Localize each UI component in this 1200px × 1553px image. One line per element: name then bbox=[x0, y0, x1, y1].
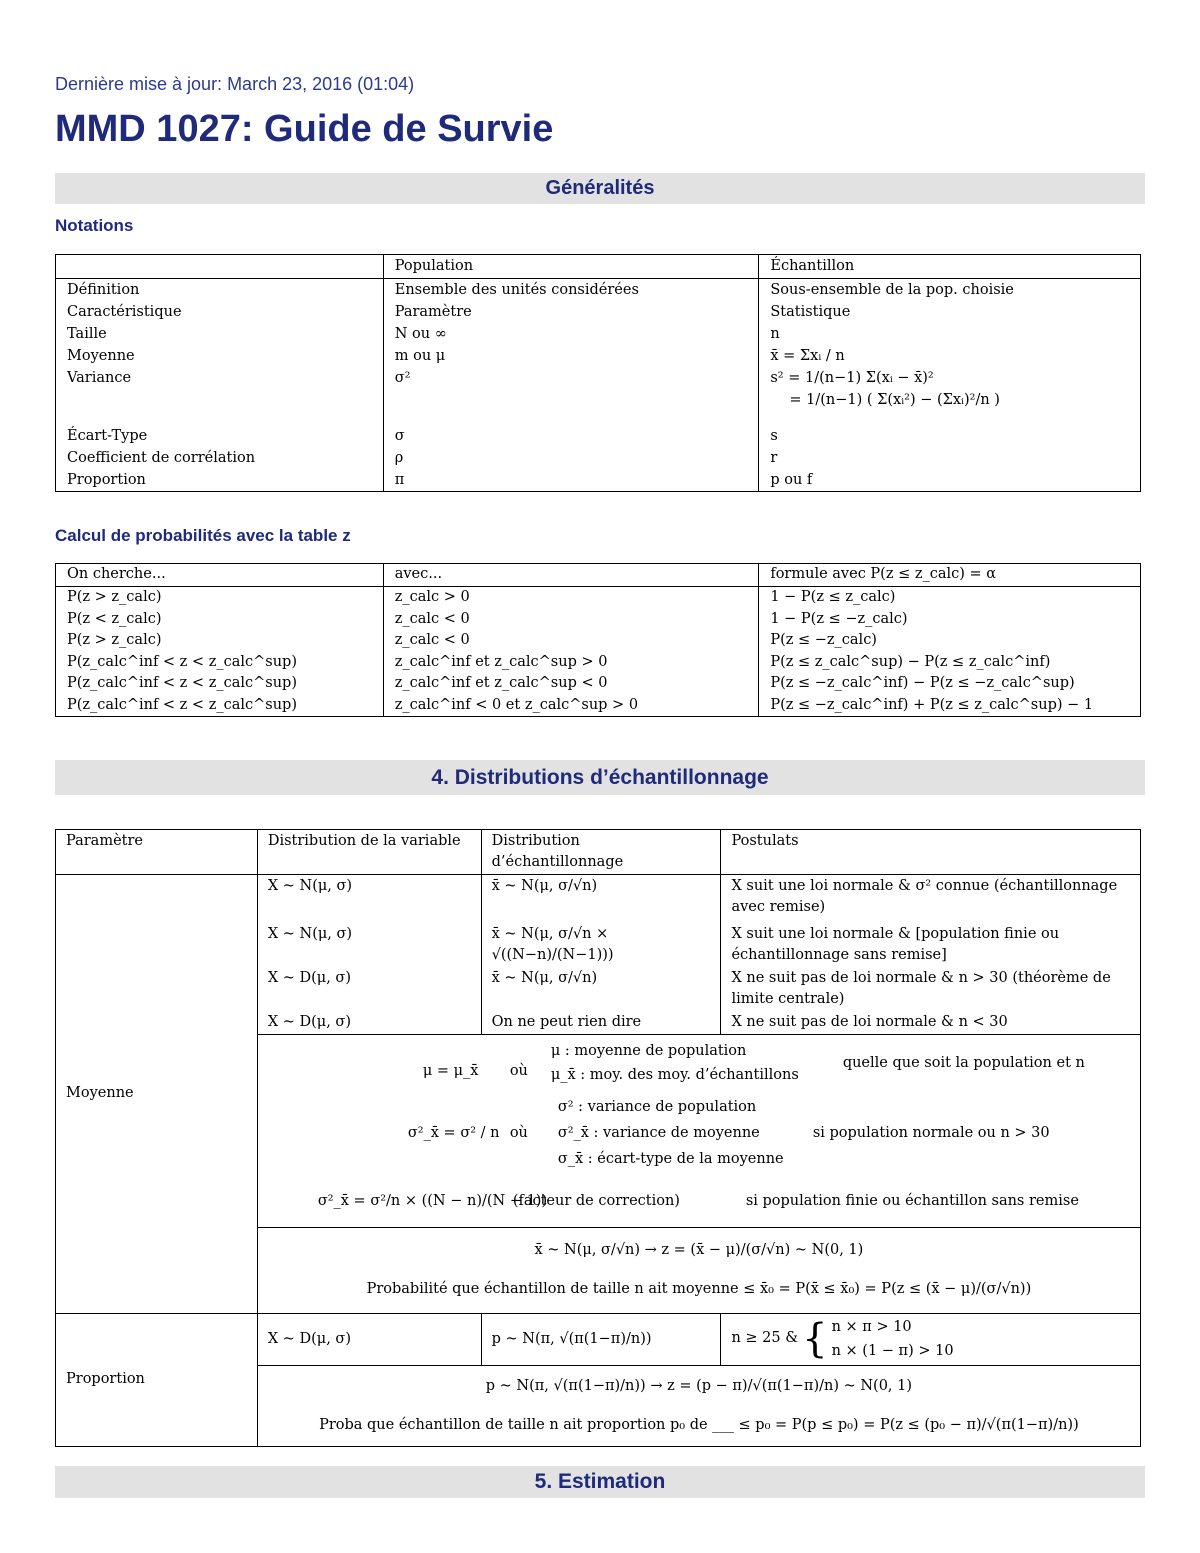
prob-proportion-formula: Proba que échantillon de taille n ait proportion p₀ de ___ ≤ p₀ = P(p ≤ p₀) = P(z ≤ (p₀ − π)/√(π(1−π)/n)) bbox=[319, 1416, 1079, 1433]
cell: = 1/(n−1) ( Σ(xᵢ²) − (Σxᵢ)²/n ) bbox=[759, 389, 1141, 425]
cell: X ~ D(μ, σ) bbox=[257, 1011, 481, 1035]
table-row bbox=[56, 279, 1141, 302]
mu-note: quelle que soit la population et n bbox=[842, 1054, 1085, 1071]
table-header-row bbox=[56, 564, 1141, 587]
cell: 1 − P(z ≤ z_calc) bbox=[759, 587, 1141, 609]
cell: X ~ N(μ, σ) bbox=[257, 923, 481, 967]
correction-equation: σ²_x̄ = σ²/n × ((N − n)/(N − 1)) bbox=[317, 1192, 548, 1209]
header-cell: Distribution d’échantillonnage bbox=[481, 830, 721, 875]
cell: z_calc^inf et z_calc^sup > 0 bbox=[383, 652, 759, 674]
prob-moyenne-formula: Probabilité que échantillon de taille n ait moyenne ≤ x̄₀ = P(x̄ ≤ x̄₀) = P(z ≤ (x̄ − μ)/(σ/√n)) bbox=[366, 1280, 1032, 1297]
header-cell: Postulats bbox=[721, 830, 1141, 875]
proportion-z-block bbox=[257, 1365, 1140, 1446]
variance-equation: σ²_x̄ = σ² / n bbox=[407, 1124, 500, 1141]
correction-label: (facteur de correction) bbox=[512, 1192, 680, 1209]
cell: x̄ = Σxᵢ / n bbox=[759, 345, 1141, 367]
table-row bbox=[56, 323, 1141, 345]
cell: p ~ N(π, √(π(1−π)/n)) bbox=[481, 1313, 721, 1365]
parameter-moyenne: Moyenne bbox=[56, 875, 258, 1314]
table-row bbox=[56, 345, 1141, 367]
ou-label: où bbox=[509, 1124, 528, 1141]
cell: z_calc^inf < 0 et z_calc^sup > 0 bbox=[383, 695, 759, 717]
proportion-conditions bbox=[721, 1313, 1141, 1365]
cell: Statistique bbox=[759, 301, 1141, 323]
table-row bbox=[56, 609, 1141, 631]
cell: X suit une loi normale & σ² connue (échantillonnage avec remise) bbox=[721, 875, 1141, 923]
notations-table bbox=[55, 254, 1141, 492]
sigmax2-definition: σ²_x̄ : variance de moyenne bbox=[557, 1124, 760, 1141]
cell: P(z ≤ z_calc^sup) − P(z ≤ z_calc^inf) bbox=[759, 652, 1141, 674]
cell: p ou f bbox=[759, 469, 1141, 492]
moyenne-formulas bbox=[257, 1034, 1140, 1227]
cell: X ne suit pas de loi normale & n < 30 bbox=[721, 1011, 1141, 1035]
condition-main: n ≥ 25 & bbox=[731, 1330, 799, 1346]
row-label bbox=[56, 389, 384, 425]
header-cell: Population bbox=[383, 255, 759, 279]
cell: P(z ≤ −z_calc) bbox=[759, 630, 1141, 652]
cell: σ² bbox=[383, 367, 759, 389]
cell: P(z_calc^inf < z < z_calc^sup) bbox=[67, 675, 297, 691]
correction-note: si population finie ou échantillon sans remise bbox=[745, 1192, 1079, 1209]
table-row bbox=[56, 1313, 1141, 1365]
variance-note: si population normale ou n > 30 bbox=[812, 1124, 1050, 1141]
cell: P(z_calc^inf < z < z_calc^sup) bbox=[67, 653, 297, 670]
cell: X ~ N(μ, σ) bbox=[257, 875, 481, 923]
table-row bbox=[56, 447, 1141, 469]
cell: x̄ ~ N(μ, σ/√n × √((N−n)/(N−1))) bbox=[481, 923, 721, 967]
row-label: Variance bbox=[67, 370, 132, 386]
moyenne-z-block bbox=[257, 1227, 1140, 1313]
condition-1: n × π > 10 bbox=[831, 1318, 912, 1335]
cell: On ne peut rien dire bbox=[481, 1011, 721, 1035]
cell: P(z ≤ −z_calc^inf) + P(z ≤ z_calc^sup) − 1 bbox=[759, 695, 1141, 717]
last-updated: Dernière mise à jour: March 23, 2016 (01:04) bbox=[55, 74, 415, 94]
table-header-row bbox=[56, 255, 1141, 279]
z-proportion-formula: p ~ N(π, √(π(1−π)/n)) → z = (p − π)/√(π(1−π)/n) ~ N(0, 1) bbox=[485, 1377, 913, 1394]
z-moyenne-formula: x̄ ~ N(μ, σ/√n) → z = (x̄ − μ)/(σ/√n) ~ N(0, 1) bbox=[534, 1241, 864, 1258]
row-label: Proportion bbox=[67, 472, 146, 488]
cell: Ensemble des unités considérées bbox=[383, 279, 759, 302]
cell: x̄ ~ N(μ, σ/√n) bbox=[481, 875, 721, 923]
cell: z_calc < 0 bbox=[383, 609, 759, 631]
section-estimation: 5. Estimation bbox=[55, 1466, 1145, 1498]
cell: Sous-ensemble de la pop. choisie bbox=[759, 279, 1141, 302]
distributions-table bbox=[55, 829, 1141, 1447]
cell: X suit une loi normale & [population finie ou échantillonnage sans remise] bbox=[721, 923, 1141, 967]
cell: P(z ≤ −z_calc^inf) − P(z ≤ −z_calc^sup) bbox=[759, 673, 1141, 695]
table-row bbox=[56, 673, 1141, 695]
mux-definition: μ_x̄ : moy. des moy. d’échantillons bbox=[550, 1066, 799, 1083]
table-row bbox=[56, 630, 1141, 652]
cell: z_calc < 0 bbox=[383, 630, 759, 652]
cell: x̄ ~ N(μ, σ/√n) bbox=[481, 967, 721, 1011]
cell: n bbox=[759, 323, 1141, 345]
mu-definition: μ : moyenne de population bbox=[550, 1042, 747, 1059]
table-row bbox=[56, 652, 1141, 674]
table-row bbox=[56, 367, 1141, 389]
row-label: Coefficient de corrélation bbox=[67, 450, 256, 466]
header-cell: Échantillon bbox=[759, 255, 1141, 279]
cell: σ bbox=[383, 425, 759, 447]
cell: X ~ D(μ, σ) bbox=[257, 1313, 481, 1365]
cell: s bbox=[759, 425, 1141, 447]
header-cell bbox=[56, 255, 384, 279]
ou-label: où bbox=[509, 1062, 528, 1079]
table-row bbox=[56, 875, 1141, 923]
cell: N ou ∞ bbox=[383, 323, 759, 345]
row-label: Moyenne bbox=[67, 348, 135, 364]
mu-equation: μ = μ_x̄ bbox=[422, 1062, 479, 1079]
cell: 1 − P(z ≤ −z_calc) bbox=[759, 609, 1141, 631]
z-table bbox=[55, 563, 1141, 717]
cell: r bbox=[759, 447, 1141, 469]
row-label: Définition bbox=[67, 282, 140, 298]
cell: P(z < z_calc) bbox=[67, 610, 162, 627]
header-cell: Distribution de la variable bbox=[257, 830, 481, 875]
section-generalites: Généralités bbox=[55, 173, 1145, 204]
cell bbox=[383, 389, 759, 425]
subsection-notations: Notations bbox=[55, 216, 134, 235]
cell: ρ bbox=[383, 447, 759, 469]
header-cell: Paramètre bbox=[56, 830, 258, 875]
section-distributions: 4. Distributions d’échantillonnage bbox=[55, 760, 1145, 795]
cell: P(z > z_calc) bbox=[67, 632, 162, 648]
cell: Paramètre bbox=[383, 301, 759, 323]
sigmax-definition: σ_x̄ : écart-type de la moyenne bbox=[557, 1150, 784, 1167]
cell: P(z > z_calc) bbox=[67, 589, 162, 605]
header-cell: avec... bbox=[383, 564, 759, 587]
condition-2: n × (1 − π) > 10 bbox=[831, 1342, 954, 1359]
sigma2-definition: σ² : variance de population bbox=[557, 1098, 757, 1115]
cell: P(z_calc^inf < z < z_calc^sup) bbox=[67, 696, 297, 713]
row-label: Taille bbox=[67, 326, 107, 342]
page-title: MMD 1027: Guide de Survie bbox=[55, 108, 554, 150]
table-row bbox=[56, 695, 1141, 717]
cell: m ou μ bbox=[383, 345, 759, 367]
cell: s² = 1/(n−1) Σ(xᵢ − x̄)² bbox=[759, 367, 1141, 389]
parameter-proportion: Proportion bbox=[56, 1313, 258, 1446]
row-label: Caractéristique bbox=[67, 304, 182, 320]
subsection-calcul: Calcul de probabilités avec la table z bbox=[55, 526, 351, 545]
header-cell: On cherche... bbox=[56, 564, 384, 587]
table-header-row bbox=[56, 830, 1141, 875]
table-row bbox=[56, 301, 1141, 323]
table-row bbox=[56, 469, 1141, 492]
header-cell: formule avec P(z ≤ z_calc) = α bbox=[759, 564, 1141, 587]
table-row bbox=[56, 425, 1141, 447]
cell: X ~ D(μ, σ) bbox=[257, 967, 481, 1011]
table-row bbox=[56, 389, 1141, 425]
table-row bbox=[56, 587, 1141, 609]
row-label: Écart-Type bbox=[67, 428, 148, 444]
cell: X ne suit pas de loi normale & n > 30 (théorème de limite centrale) bbox=[721, 967, 1141, 1011]
cell: z_calc^inf et z_calc^sup < 0 bbox=[383, 673, 759, 695]
cell: π bbox=[383, 469, 759, 492]
cell: z_calc > 0 bbox=[383, 587, 759, 609]
brace-icon: { bbox=[802, 1315, 828, 1362]
